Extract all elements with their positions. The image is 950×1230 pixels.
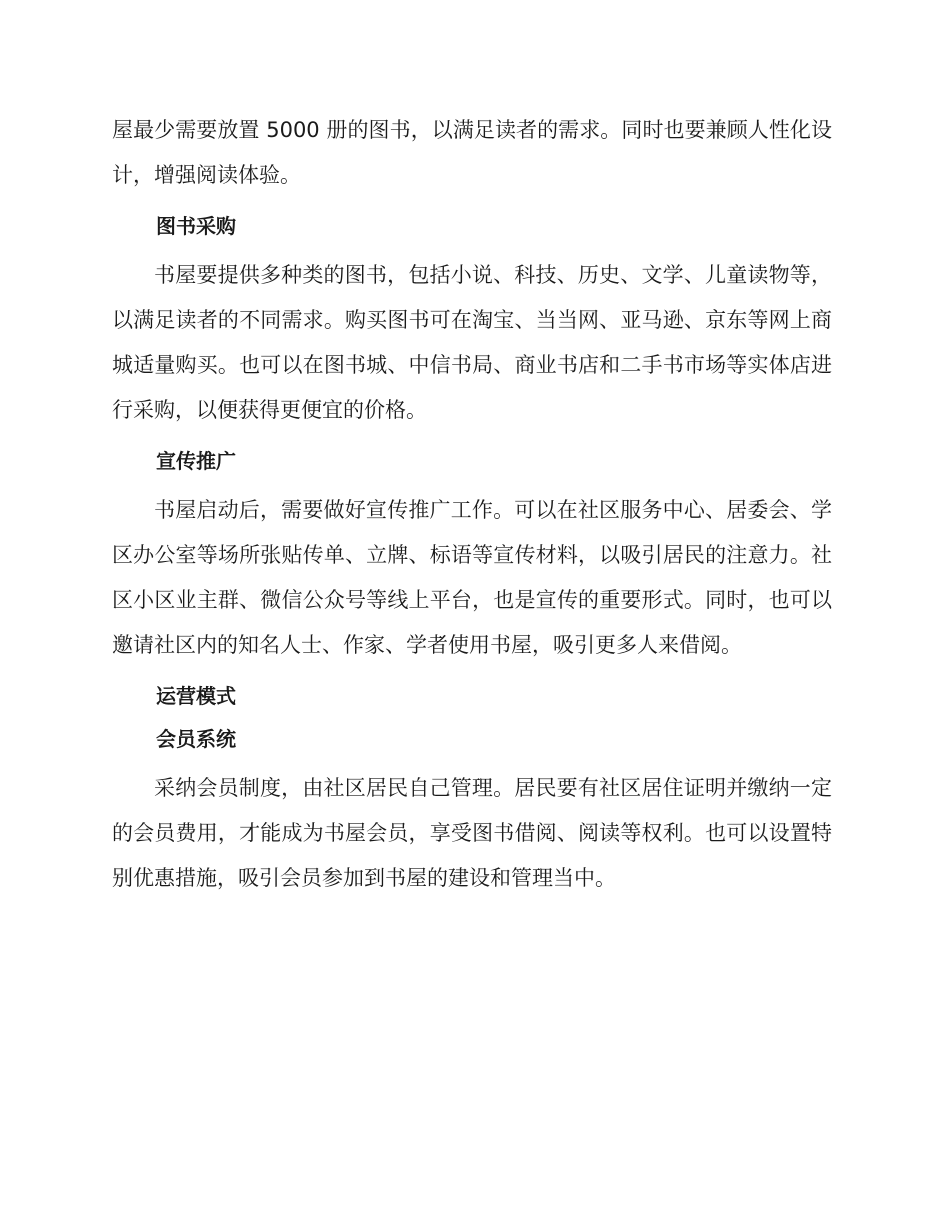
heading-operation-mode: 运营模式 (156, 684, 236, 708)
paragraph-membership: 采纳会员制度，由社区居民自己管理。居民要有社区居住证明并缴纳一定的会员费用，才能成为书屋会员，享受图书借阅、阅读等权利。也可以设置特别优惠措施，吸引会员参加到书屋的建设和管理当中。 (112, 776, 832, 890)
document-page (112, 108, 832, 901)
heading-membership-system: 会员系统 (156, 727, 236, 751)
heading-promotion: 宣传推广 (156, 449, 236, 473)
paragraph-continued: 屋最少需要放置 5000 册的图书，以满足读者的需求。同时也要兼顾人性化设计，增强阅读体验。 (112, 118, 832, 187)
heading-book-purchase: 图书采购 (156, 214, 236, 238)
paragraph-book-purchase: 书屋要提供多种类的图书，包括小说、科技、历史、文学、儿童读物等，以满足读者的不同需求。购买图书可在淘宝、当当网、亚马逊、京东等网上商城适量购买。也可以在图书城、中信书局、商业书店和二手书市场等实体店进行采购，以便获得更便宜的价格。 (112, 263, 832, 422)
paragraph-promotion: 书屋启动后，需要做好宣传推广工作。可以在社区服务中心、居委会、学区办公室等场所张贴传单、立牌、标语等宣传材料，以吸引居民的注意力。社区小区业主群、微信公众号等线上平台，也是宣传的重要形式。同时，也可以邀请社区内的知名人士、作家、学者使用书屋，吸引更多人来借阅。 (112, 498, 832, 657)
